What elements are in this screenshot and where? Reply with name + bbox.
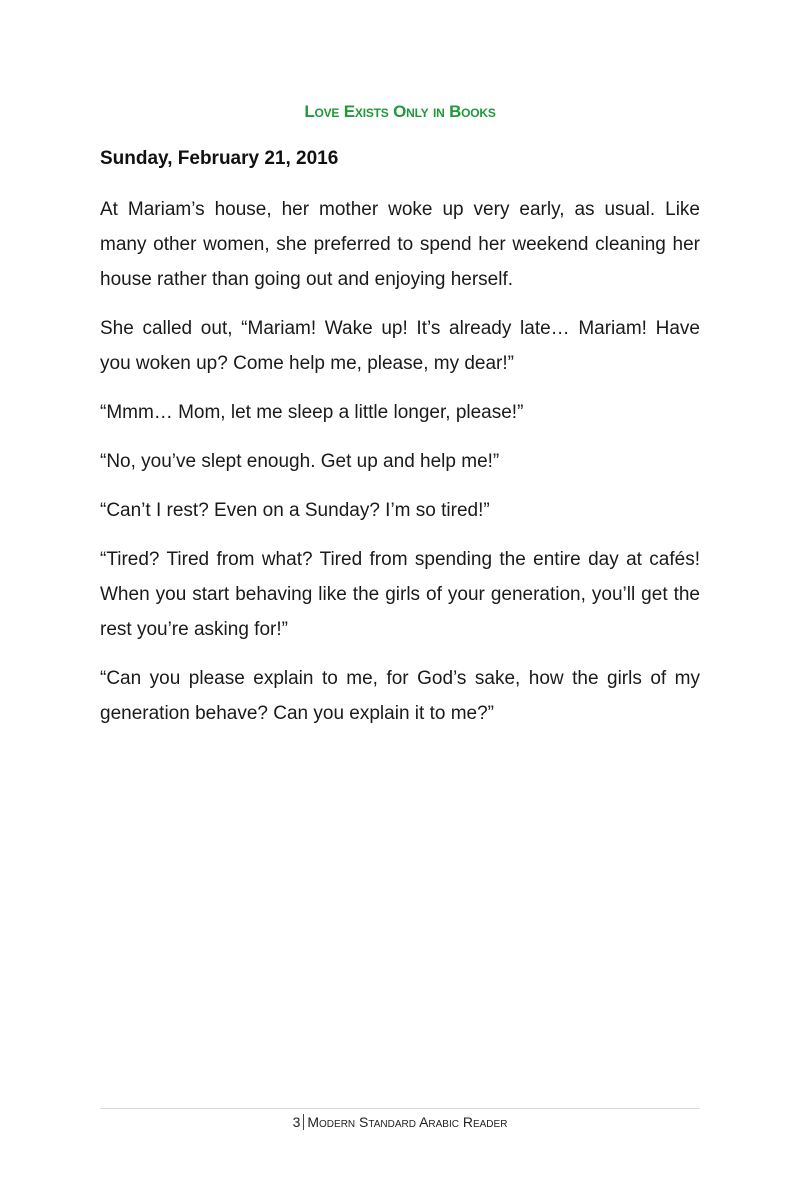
footer-separator xyxy=(303,1114,304,1130)
footer-divider xyxy=(100,1108,700,1109)
chapter-title: Love Exists Only in Books xyxy=(304,102,496,121)
paragraph: “Can’t I rest? Even on a Sunday? I’m so tired!” xyxy=(100,500,490,521)
paragraph: “Can you please explain to me, for God’s sake, how the girls of my generation behave? Can you explain it to me?” xyxy=(100,668,700,724)
paragraph: “Tired? Tired from what? Tired from spending the entire day at cafés! When you start behaving like the girls of your generation, you’ll get the rest you’re asking for!” xyxy=(100,549,700,640)
document-page xyxy=(100,0,700,1200)
book-title: Modern Standard Arabic Reader xyxy=(307,1114,508,1130)
paragraph: “Mmm… Mom, let me sleep a little longer, please!” xyxy=(100,402,524,423)
body-text xyxy=(100,192,700,745)
paragraph: She called out, “Mariam! Wake up! It’s already late… Mariam! Have you woken up? Come help me, please, my dear!” xyxy=(100,318,700,374)
page-number: 3 xyxy=(292,1114,301,1130)
page-footer xyxy=(100,1114,700,1130)
date-heading: Sunday, February 21, 2016 xyxy=(100,148,339,169)
paragraph: “No, you’ve slept enough. Get up and help me!” xyxy=(100,451,500,472)
paragraph: At Mariam’s house, her mother woke up very early, as usual. Like many other women, she preferred to spend her weekend cleaning her house rather than going out and enjoying herself. xyxy=(100,199,700,290)
